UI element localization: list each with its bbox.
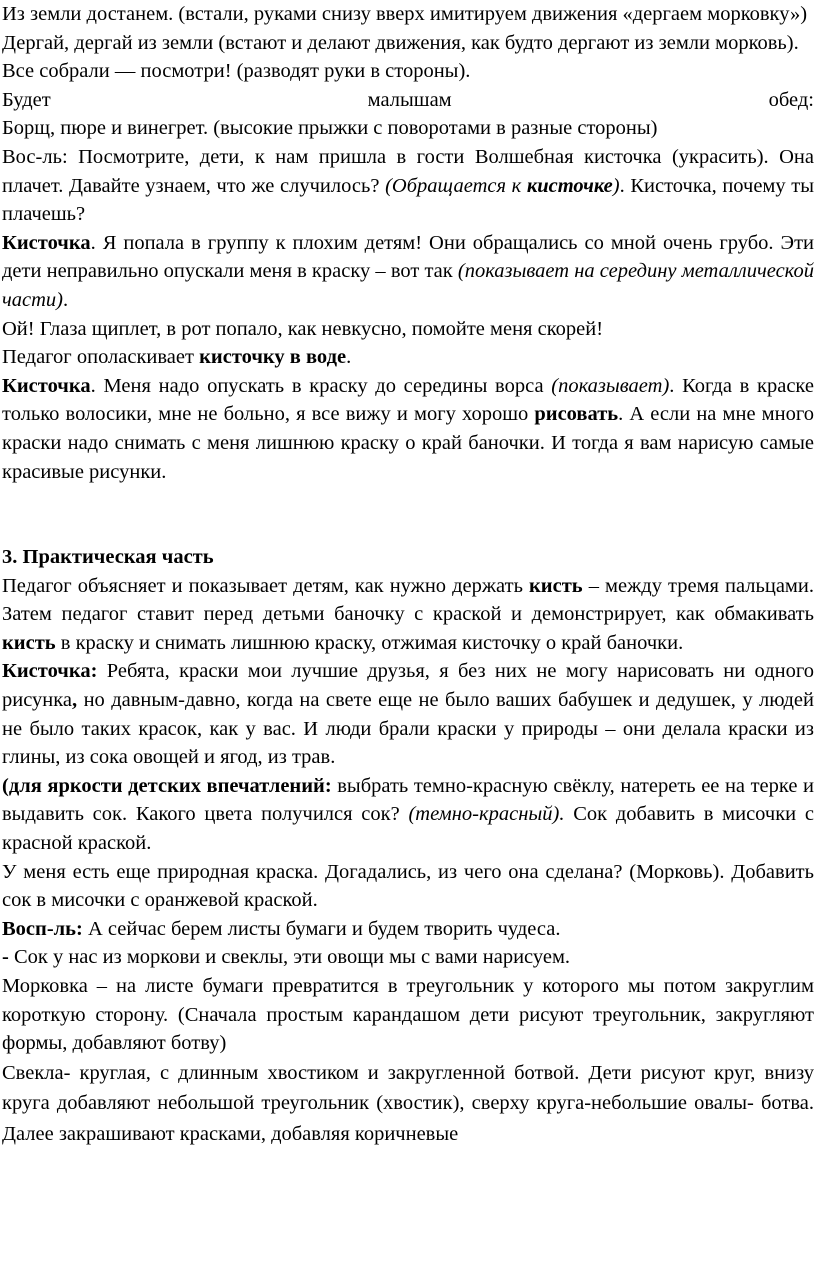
text: У меня есть еще природная краска. Догадались, из чего она сделана? (Морковь). Добавить сок в мисочки с оранжевой краской. bbox=[2, 860, 814, 912]
text: Из земли достанем. (встали, руками снизу вверх имитируем движения «дергаем морковку») bbox=[2, 3, 808, 25]
text: Сок добавить в мисочки с красной краской. bbox=[2, 803, 814, 855]
paragraph-poem-line-1 bbox=[0, 0, 816, 29]
text: . А если на мне много краски надо снимать с меня лишнюю краску о край баночки. И тогда я вам нарисую самые красивые рисунки. bbox=[2, 403, 815, 483]
text: Дергай, дергай из земли (встают и делают движения, как будто дергают из земли морковь). bbox=[2, 31, 799, 54]
text: А сейчас берем листы бумаги и будем творить чудеса. bbox=[82, 917, 561, 940]
paragraph-brush-speech-3 bbox=[0, 372, 816, 486]
text: Педагог ополаскивает bbox=[2, 346, 200, 369]
text: . Я попала в группу к плохим детям! Они обращались со мной очень грубо. Эти дети неправильно опускали меня в краску – вот так bbox=[2, 231, 814, 283]
paragraph-brush-speech-4 bbox=[0, 657, 816, 771]
bold-text: , bbox=[72, 689, 78, 712]
paragraph-beet-juice bbox=[0, 772, 816, 858]
text: Ой! Глаза щиплет, в рот попало, как невкусно, помойте меня скорей! bbox=[2, 317, 604, 340]
paragraph-beet-drawing bbox=[0, 1058, 816, 1150]
bold-text: рисовать bbox=[534, 403, 619, 426]
text: в краску и снимать лишнюю краску, отжимая кисточку о край баночки. bbox=[55, 631, 684, 654]
bold-text: кисточку в воде bbox=[199, 346, 347, 369]
speaker-label: Кисточка bbox=[2, 231, 91, 254]
text: Сок у нас из моркови и свеклы, эти овощи мы с вами нарисуем. bbox=[8, 946, 571, 969]
paragraph-teacher-explains bbox=[0, 572, 816, 658]
paragraph-educator-intro bbox=[0, 143, 816, 229]
paragraph-poem-line-2 bbox=[0, 29, 816, 58]
word: обед: bbox=[768, 88, 814, 111]
paragraph-brush-speech-2 bbox=[0, 315, 816, 344]
text: . bbox=[63, 288, 69, 311]
paragraph-juice-vegetables bbox=[0, 943, 816, 972]
text: Ребята, краски мои лучшие друзья, я без них не могу нарисовать ни одного рисунка bbox=[2, 660, 814, 712]
section-heading: 3. Практическая часть bbox=[2, 546, 214, 569]
paragraph-poem-line-5 bbox=[0, 114, 816, 143]
text: Педагог объясняет и показывает детям, как нужно держать bbox=[2, 574, 529, 597]
paragraph-poem-line-4 bbox=[0, 86, 816, 115]
text: выбрать темно-красную свёклу, натереть ее на терке и выдавить сок. Какого цвета получился сок? bbox=[2, 774, 814, 826]
italic-text: ) bbox=[612, 174, 620, 197]
italic-text: (показывает) bbox=[551, 374, 670, 397]
italic-text: (темно-красный). bbox=[408, 803, 565, 826]
word: малышам bbox=[367, 88, 452, 111]
speaker-label: Кисточка bbox=[2, 374, 91, 397]
text: Свекла- круглая, с длинным хвостиком и закругленной ботвой. Дети рисуют круг, внизу круга добавляют небольшой треугольник (хвостик), сверху круга-небольшие овалы- ботва. Далее закрашивают красками, добавляя коричневые bbox=[2, 1061, 814, 1145]
bold-text: (для яркости детских впечатлений: bbox=[2, 774, 332, 797]
word: Будет bbox=[2, 88, 51, 111]
text: Борщ, пюре и винегрет. (высокие прыжки с поворотами в разные стороны) bbox=[2, 117, 658, 140]
paragraph-poem-line-3 bbox=[0, 57, 816, 86]
text: Все собрали — посмотри! (разводят руки в стороны). bbox=[2, 60, 471, 83]
paragraph-teacher-rinses bbox=[0, 343, 816, 372]
speaker-label: Восп-ль: bbox=[2, 917, 83, 940]
italic-text: (Обращается к bbox=[385, 174, 527, 197]
text: . Когда в краске только волосики, мне не больно, я все вижу и могу хорошо bbox=[2, 374, 814, 426]
text: но давным-давно, когда на свете еще не было ваших бабушек и дедушек, у людей не было таких красок, как у вас. И люди брали краски у природы – они делала краски из глины, из сока овощей и ягод, из трав. bbox=[2, 689, 814, 769]
paragraph-brush-speech-1 bbox=[0, 229, 816, 315]
text: . bbox=[346, 346, 352, 369]
spacer bbox=[0, 486, 816, 543]
italic-text: (показывает на середину металлической части) bbox=[2, 260, 814, 311]
bold-text: кисть bbox=[2, 631, 56, 654]
paragraph-carrot-paint bbox=[0, 858, 816, 915]
text: . Меня надо опускать в краску до середины ворса bbox=[90, 374, 552, 397]
text: Вос-ль: Посмотрите, дети, к нам пришла в гости Волшебная кисточка (украсить). Она плачет. Давайте узнаем, что же случилось? bbox=[2, 145, 814, 197]
bold-italic-text: кисточке bbox=[526, 174, 613, 197]
text: Морковка – на листе бумаги превратится в треугольник у которого мы потом закруглим короткую сторону. (Сначала простым карандашом дети рисуют треугольник, закругляют формы, добавляют ботву) bbox=[2, 975, 814, 1055]
paragraph-carrot-drawing bbox=[0, 972, 816, 1058]
bold-text: кисть bbox=[529, 574, 583, 597]
speaker-label: Кисточка: bbox=[2, 660, 98, 683]
dash-marker: - bbox=[2, 946, 9, 969]
text: – между тремя пальцами. Затем педагог ставит перед детьми баночку с краской и демонстрирует, как обмакивать bbox=[2, 574, 814, 626]
text: . Кисточка, почему ты плачешь? bbox=[2, 174, 814, 226]
paragraph-educator-paper bbox=[0, 915, 816, 944]
